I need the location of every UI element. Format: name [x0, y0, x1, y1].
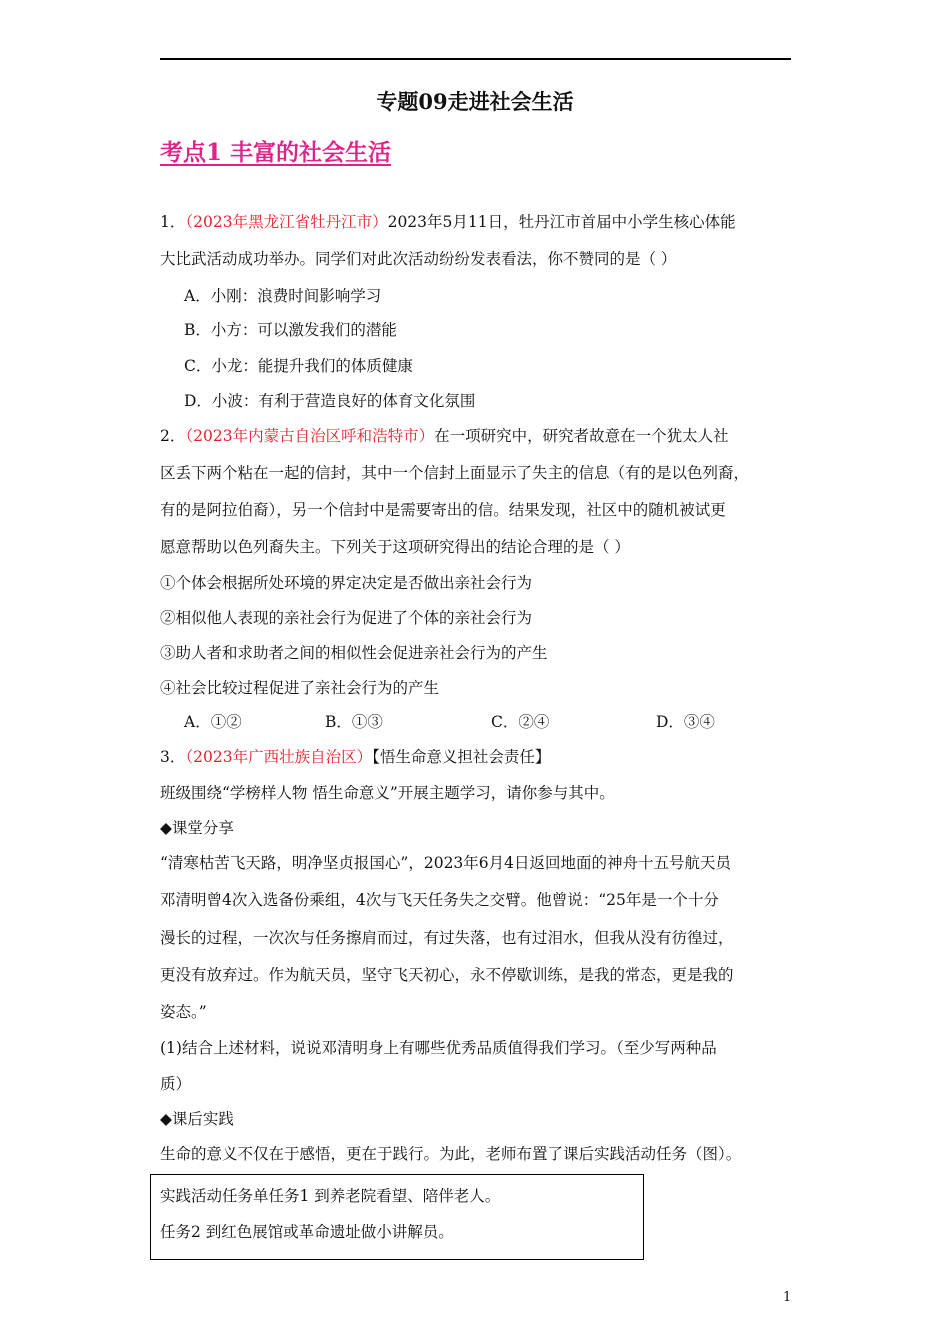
- q1-option-b: B．小方：可以激发我们的潜能: [184, 321, 397, 339]
- q3-source: （2023年广西壮族自治区）: [185, 748, 373, 766]
- q2-stem-2: 区丢下两个粘在一起的信封，其中一个信封上面显示了失主的信息（有的是以色列裔，: [160, 464, 750, 482]
- q2-statement-2: ②相似他人表现的亲社会行为促进了个体的亲社会行为: [160, 609, 533, 627]
- q2-line1: [160, 426, 729, 446]
- q2-option-c: C．②④: [491, 713, 550, 731]
- task-box-line2: 任务2 到红色展馆或革命遗址做小讲解员。: [160, 1223, 454, 1241]
- q1-stem-2: 大比武活动成功举办。同学们对此次活动纷纷发表看法，你不赞同的是（ ）: [160, 250, 677, 268]
- q3-sub1-line1: (1)结合上述材料，说说邓清明身上有哪些优秀品质值得我们学习。（至少写两种品: [160, 1039, 717, 1057]
- q2-number: 2．: [160, 427, 186, 445]
- q3-material-1: “清寒枯苦飞天路，明净坚贞报国心”，2023年6月4日返回地面的神舟十五号航天员: [160, 854, 732, 872]
- q2-statement-4: ④社会比较过程促进了亲社会行为的产生: [160, 679, 440, 697]
- q3-heading: 【悟生命意义担社会责任】: [372, 748, 551, 766]
- header-rule: [160, 58, 791, 60]
- q2-stem-4: 愿意帮助以色列裔失主。下列关于这项研究得出的结论合理的是（ ）: [160, 538, 630, 556]
- q3-material-4: 更没有放弃过。作为航天员，坚守飞天初心，永不停歇训练，是我的常态，更是我的: [160, 966, 734, 984]
- q1-number: 1．: [160, 213, 186, 231]
- page-number: 1: [783, 1290, 792, 1305]
- q2-statement-3: ③助人者和求助者之间的相似性会促进亲社会行为的产生: [160, 644, 548, 662]
- q2-option-b: B．①③: [325, 713, 383, 731]
- q2-option-a: A．①②: [184, 713, 242, 731]
- q1-option-c: C．小龙：能提升我们的体质健康: [184, 357, 413, 375]
- q3-material-2: 邓清明曾4次入选备份乘组，4次与飞天任务失之交臂。他曾说：“25年是一个十分: [160, 891, 719, 909]
- q3-material-3: 漫长的过程，一次次与任务擦肩而过，有过失落，也有过泪水，但我从没有彷徨过，: [160, 929, 734, 947]
- q3-number: 3．: [160, 748, 186, 766]
- q3-material-5: 姿态。”: [160, 1003, 207, 1021]
- q2-option-d: D．③④: [656, 713, 715, 731]
- task-box-line1: 实践活动任务单任务1 到养老院看望、陪伴老人。: [160, 1187, 501, 1205]
- q3-intro: 班级围绕“学榜样人物 悟生命意义”开展主题学习，请你参与其中。: [160, 784, 615, 802]
- q3-practice-label: ◆课后实践: [160, 1110, 234, 1128]
- q3-share-label: ◆课堂分享: [160, 819, 234, 837]
- q3-sub1-line2: 质）: [160, 1075, 192, 1093]
- q1-stem-1: 2023年5月11日，牡丹江市首届中小学生核心体能: [387, 213, 736, 231]
- q2-source: （2023年内蒙古自治区呼和浩特市）: [185, 427, 435, 445]
- q3-line1: [160, 747, 550, 767]
- q1-line1: [160, 212, 736, 232]
- page-title: 专题09走进社会生活: [376, 89, 574, 114]
- q1-option-d: D．小波：有利于营造良好的体育文化氛围: [184, 392, 476, 410]
- q2-statement-1: ①个体会根据所处环境的界定决定是否做出亲社会行为: [160, 574, 533, 592]
- section-heading: 考点1 丰富的社会生活: [160, 139, 392, 166]
- q1-source: （2023年黑龙江省牡丹江市）: [185, 213, 388, 231]
- q3-practice-text: 生命的意义不仅在于感悟，更在于践行。为此，老师布置了课后实践活动任务（图）。: [160, 1145, 742, 1163]
- q2-stem-1: 在一项研究中，研究者故意在一个犹太人社: [434, 427, 729, 445]
- q2-stem-3: 有的是阿拉伯裔），另一个信封中是需要寄出的信。结果发现，社区中的随机被试更: [160, 501, 726, 519]
- q1-option-a: A．小刚：浪费时间影响学习: [184, 287, 382, 305]
